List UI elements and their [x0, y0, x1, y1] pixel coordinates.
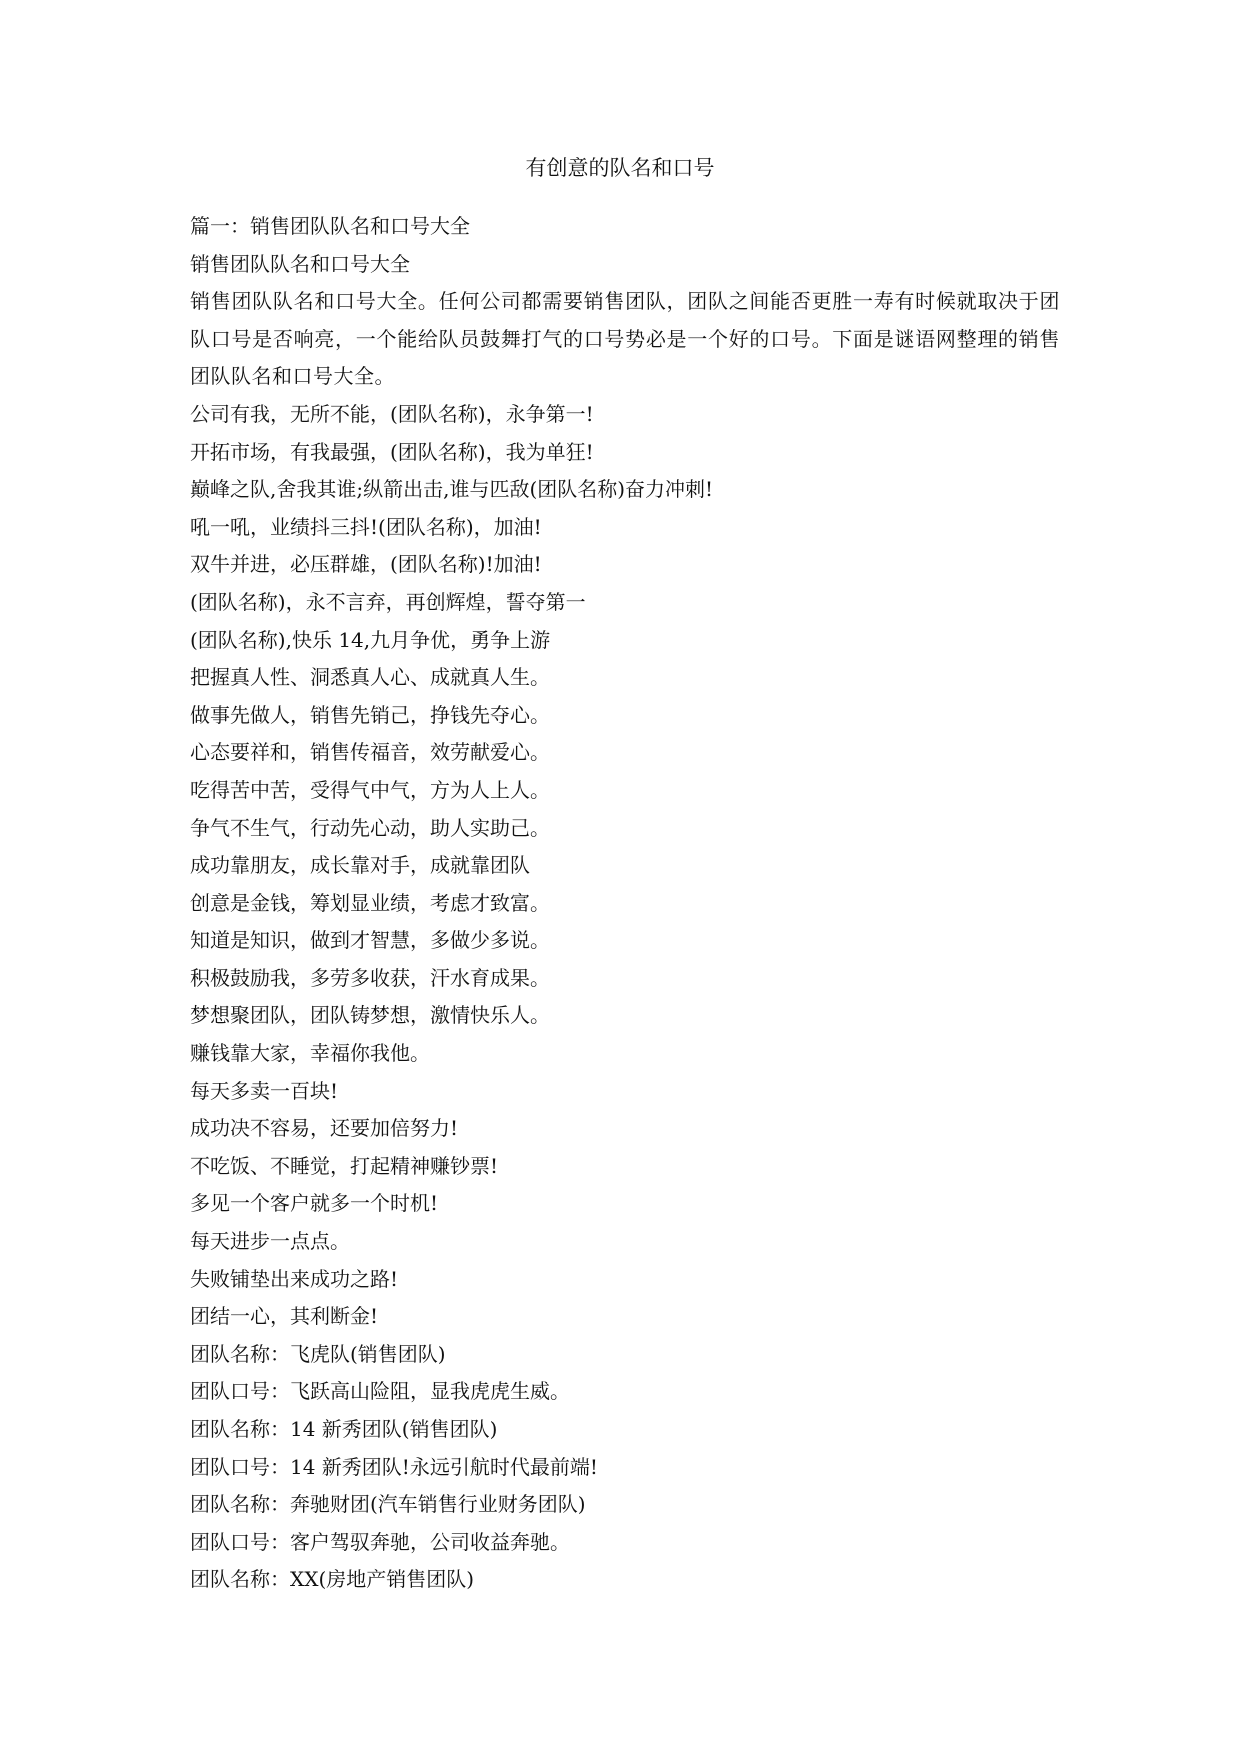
slogan-line: 失败铺垫出来成功之路!	[190, 1266, 399, 1291]
slogan-line: 团结一心，其利断金!	[190, 1304, 379, 1329]
slogan-line: 做事先做人，销售先销己，挣钱先夺心。	[190, 702, 550, 727]
slogan-line: 巅峰之队,舍我其谁;纵箭出击,谁与匹敌(团队名称)奋力冲刺!	[190, 477, 714, 502]
slogan-line: 成功决不容易，还要加倍努力!	[190, 1116, 459, 1141]
team-name-line: 团队名称：14 新秀团队(销售团队)	[190, 1417, 498, 1441]
slogan-line: 多见一个客户就多一个时机!	[190, 1191, 439, 1216]
slogan-line: 心态要祥和，销售传福音，效劳献爱心。	[190, 740, 550, 765]
slogan-line: (团队名称),快乐 14,九月争优，勇争上游	[190, 627, 551, 652]
team-slogan-line: 团队口号：14 新秀团队!永远引航时代最前端!	[190, 1454, 598, 1479]
document-body	[190, 208, 1060, 1599]
team-slogan-line: 团队口号：客户驾驭奔驰，公司收益奔驰。	[190, 1529, 570, 1554]
slogan-line: 双牛并进，必压群雄，(团队名称)!加油!	[190, 552, 542, 577]
team-name-line: 团队名称：奔驰财团(汽车销售行业财务团队)	[190, 1492, 586, 1517]
team-name-line: 团队名称：XX(房地产销售团队)	[190, 1567, 475, 1592]
slogan-line: 创意是金钱，筹划显业绩，考虑才致富。	[190, 890, 550, 915]
document-title: 有创意的队名和口号	[525, 156, 715, 180]
slogan-line: 赚钱靠大家，幸福你我他。	[190, 1041, 430, 1066]
slogan-line: (团队名称)，永不言弃，再创辉煌，誓夺第一	[190, 589, 586, 614]
slogan-line: 公司有我，无所不能，(团队名称)，永争第一!	[190, 401, 594, 426]
slogan-line: 争气不生气，行动先心动，助人实助己。	[190, 815, 550, 840]
slogan-line: 吃得苦中苦，受得气中气，方为人上人。	[190, 777, 550, 802]
slogan-line: 把握真人性、洞悉真人心、成就真人生。	[190, 665, 550, 690]
slogan-line: 开拓市场，有我最强，(团队名称)，我为单狂!	[190, 439, 594, 464]
slogan-line: 不吃饭、不睡觉，打起精神赚钞票!	[190, 1153, 499, 1178]
slogan-line: 知道是知识，做到才智慧，多做少多说。	[190, 928, 550, 953]
slogan-line: 积极鼓励我，多劳多收获，汗水育成果。	[190, 965, 550, 990]
team-slogan-line: 团队口号：飞跃高山险阻，显我虎虎生威。	[190, 1379, 570, 1404]
section-heading: 篇一：销售团队队名和口号大全	[190, 214, 470, 238]
slogan-line: 成功靠朋友，成长靠对手，成就靠团队	[190, 853, 530, 878]
slogan-line: 每天多卖一百块!	[190, 1078, 339, 1103]
slogan-line: 吼一吼，业绩抖三抖!(团队名称)，加油!	[190, 514, 542, 539]
intro-paragraph: 销售团队队名和口号大全。任何公司都需要销售团队，团队之间能否更胜一寿有时候就取决于团队口号是否响亮，一个能给队员鼓舞打气的口号势必是一个好的口号。下面是谜语网整理的销售团队队名和口号大全。	[190, 289, 1060, 389]
slogan-line: 每天进步一点点。	[190, 1229, 350, 1254]
subheading: 销售团队队名和口号大全	[190, 251, 410, 276]
team-name-line: 团队名称：飞虎队(销售团队)	[190, 1341, 446, 1366]
slogan-line: 梦想聚团队，团队铸梦想，激情快乐人。	[190, 1003, 550, 1028]
